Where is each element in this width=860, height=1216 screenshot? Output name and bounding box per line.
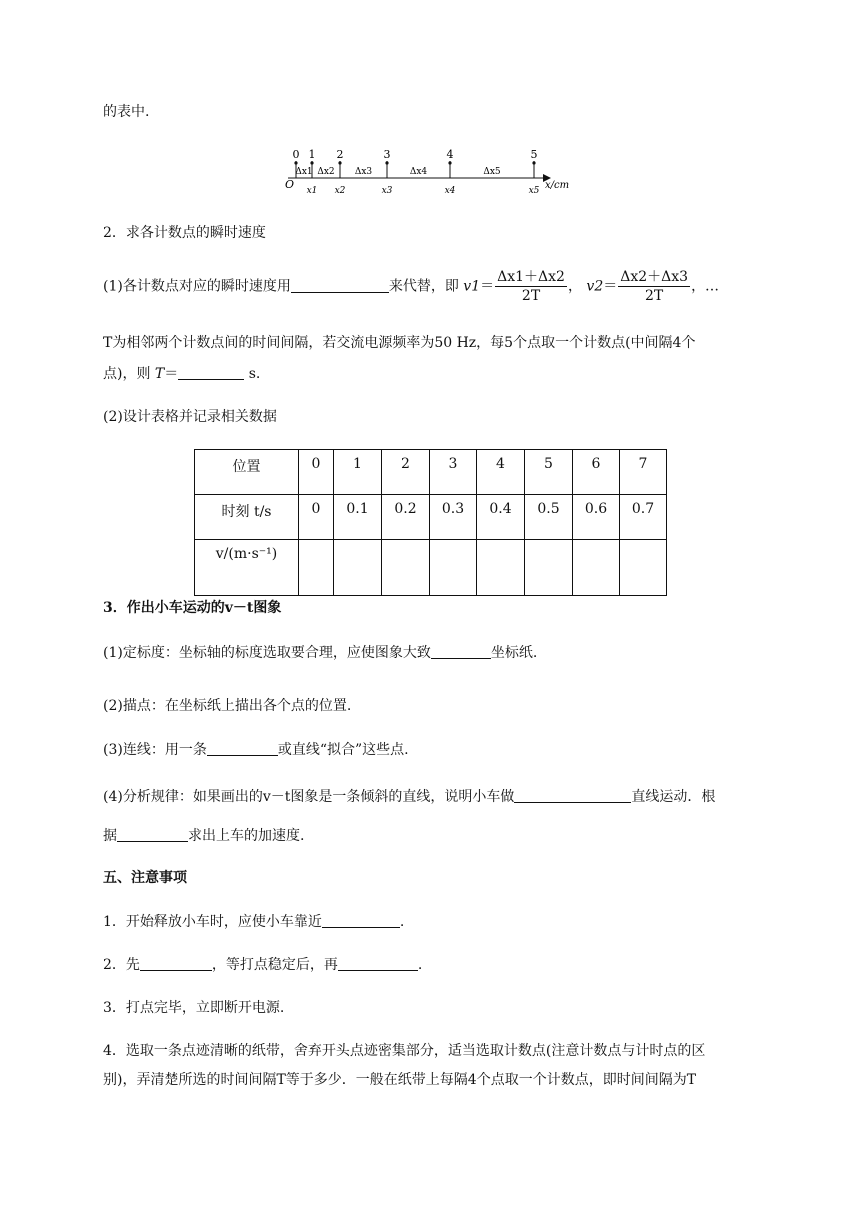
p1-mid: 来代替，即 [388,278,459,295]
v1-symbol: v1 [463,278,481,295]
intro-text: 的表中. [103,104,150,120]
s2-para-3: (2)设计表格并记录相关数据 [103,409,277,425]
counting-point-5 [532,161,535,164]
table-row-position: 位置 0 1 2 3 4 5 6 7 [195,450,667,495]
table-row-velocity [195,540,667,596]
origin-label: O [285,178,295,191]
blank-then[interactable] [338,956,418,971]
section-2-heading: 2．求各计数点的瞬时速度 [103,225,266,241]
blank-near[interactable] [322,913,400,928]
axis-label: x/cm [545,180,570,191]
note-1: 1．开始释放小车时，应使小车靠近 . [103,914,405,930]
fraction-1-num: Δx1＋Δx2 [497,269,565,285]
fraction-2 [618,268,690,305]
blank-motion-type[interactable] [514,788,631,803]
counting-point-4 [448,161,451,164]
p1-prefix: (1)各计数点对应的瞬时速度用 [103,278,291,295]
note-3: 3．打点完毕，立即断开电源. [103,1000,285,1016]
s2-para-2-line-1: T为相邻两个计数点间的时间间隔，若交流电源频率为50 Hz，每5个点取一个计数点(中间隔4个 [103,335,696,351]
data-table [194,449,667,596]
fraction-1 [495,268,567,305]
row-label: 时刻 t/s [195,495,299,540]
counting-point-1 [310,161,313,164]
s2-para-1: (1)各计数点对应的瞬时速度用 来代替，即 v1＝ $\frac{\Delta x1+\Delta x2}{2T}$ ， v2＝ $\frac{\Delta x2+\Delta x3}{2T}$ ，… [103,269,720,304]
row-label: 位置 [195,450,299,495]
position-label-5: x5 [528,186,540,196]
blank-instantaneous[interactable] [291,278,389,293]
counting-point-3 [385,161,388,164]
fraction-2-den: 2T [645,288,664,304]
blank-method[interactable] [117,827,188,842]
delta-label-1: Δx1 [295,167,313,177]
fraction-1-den: 2T [521,288,541,304]
note-4-line-1: 4．选取一条点迹清晰的纸带，舍弃开头点迹密集部分，适当选取计数点(注意计数点与计时点的区 [103,1043,706,1059]
position-label-2: x2 [334,186,346,196]
counting-point-2 [338,161,341,164]
section-3-heading: 3．作出小车运动的v－t图象 [103,600,282,616]
s3-line-5: 据 求出上车的加速度. [103,828,305,844]
position-label-3: x3 [381,186,393,196]
s2-para-2-line-2: 点)，则 T＝ s. [103,366,261,382]
delta-label-2: Δx2 [317,167,335,177]
s3-line-4: (4)分析规律：如果画出的v－t图象是一条倾斜的直线，说明小车做 直线运动．根 [103,789,716,805]
delta-label-3: Δx3 [354,167,373,177]
blank-first[interactable] [140,956,212,971]
ellipsis: ，… [691,278,720,295]
point-number-4: 4 [446,148,454,161]
point-number-1: 1 [308,148,316,161]
point-number-2: 2 [336,148,344,161]
blank-curve[interactable] [207,741,278,756]
delta-label-4: Δx4 [409,167,428,177]
tape-diagram [280,145,580,197]
s3-line-2: (2)描点：在坐标纸上描出各个点的位置. [103,698,352,714]
delta-label-5: Δx5 [483,167,501,177]
note-2: 2．先 ，等打点稳定后，再 . [103,957,423,973]
fraction-2-num: Δx2＋Δx3 [620,269,689,285]
table-row-time: 时刻 t/s 0 0.1 0.2 0.3 0.4 0.5 0.6 0.7 [195,495,667,540]
s3-line-1: (1)定标度：坐标轴的标度选取要合理，应使图象大致 坐标纸. [103,645,538,661]
point-number-0: 0 [292,148,300,161]
row-label: v/(m·s⁻¹) [195,540,299,596]
position-label-4: x4 [444,186,456,196]
blank-period[interactable] [178,365,244,380]
blank-fill[interactable] [431,644,491,659]
counting-point-0 [294,161,297,164]
v2-symbol: v2 [586,278,604,295]
section-5-heading: 五、注意事项 [103,870,187,886]
s3-line-3: (3)连线：用一条 或直线“拟合”这些点. [103,742,409,758]
position-label-1: x1 [306,186,318,196]
note-4-line-2: 别)，弄清楚所选的时间间隔T等于多少．一般在纸带上每隔4个点取一个计数点，即时间间隔为T [103,1072,697,1088]
point-number-5: 5 [530,148,538,161]
point-number-3: 3 [383,148,391,161]
